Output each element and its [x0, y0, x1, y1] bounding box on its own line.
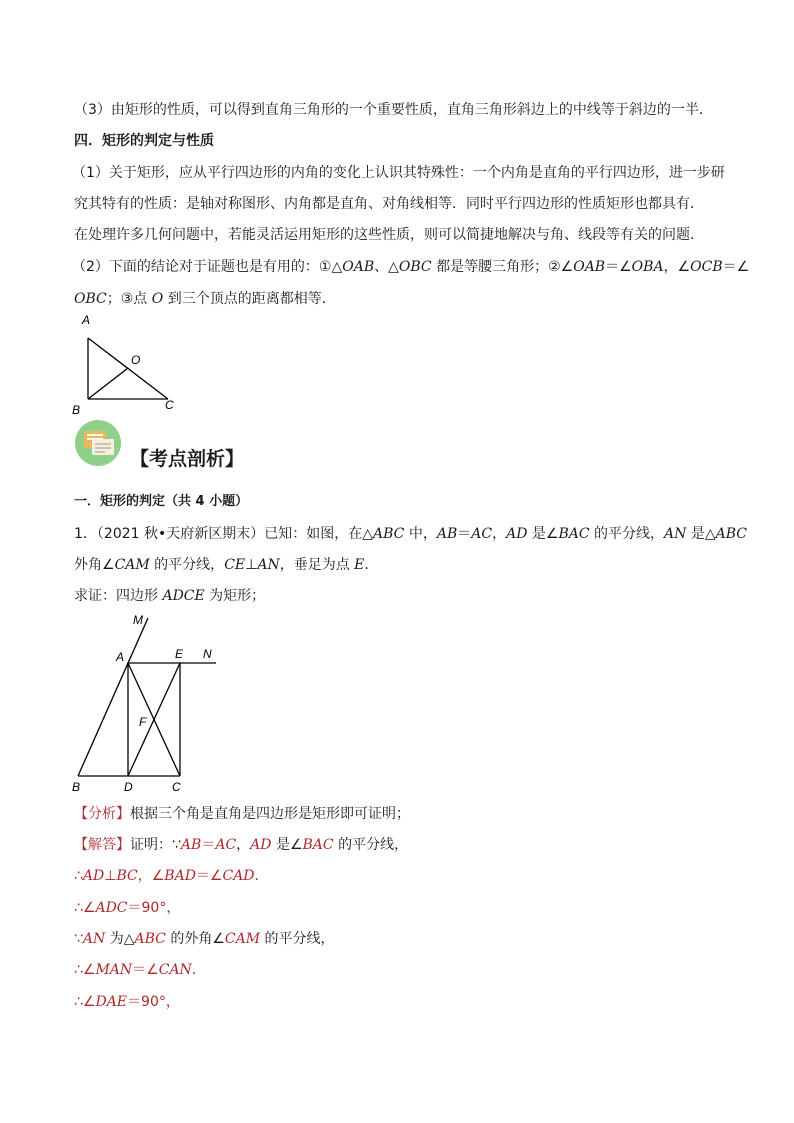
math-var: BAC [302, 837, 334, 853]
math-var: OBA [631, 259, 664, 275]
text: 1．（2021 秋•天府新区期末）已知：如图，在△ [74, 526, 374, 542]
solution-line-2 [74, 866, 269, 886]
math-var: ABC [134, 931, 166, 947]
text: 的外角∠ [165, 931, 225, 947]
math-var: ADC [95, 900, 128, 916]
text: 的平分线， [149, 557, 225, 573]
paragraph-1-line-c [74, 225, 704, 245]
analysis-line [74, 804, 410, 824]
section-heading-4 [74, 131, 214, 151]
text: 、△ [374, 259, 399, 275]
paragraph-2-line-a [72, 257, 749, 277]
label-d: D [124, 780, 133, 794]
segment-bm [78, 618, 148, 776]
math-var: AC [215, 837, 237, 853]
math-var: CAM [224, 931, 261, 947]
label-c: C [172, 780, 181, 794]
math-var: AN [257, 557, 280, 573]
math-var: DAE [95, 994, 128, 1010]
text: 究其特有的性质：是轴对称图形、内角都是直角、对角线相等．同时平行四边形的性质矩形也都具有． [74, 196, 704, 212]
math-var: MAN [95, 962, 133, 978]
text: ＝ [457, 526, 472, 542]
label-f: F [139, 715, 147, 729]
math-var: ABC [715, 526, 747, 542]
text: 求证：四边形 [74, 588, 163, 604]
text: 的平分线， [260, 931, 335, 947]
math-var: AD [82, 868, 105, 884]
text: ＝90°， [127, 900, 181, 916]
label-n: N [203, 647, 212, 661]
text: ∴∠ [74, 994, 96, 1010]
math-var: OAB [573, 259, 606, 275]
math-var: AD [506, 526, 528, 542]
question-1-line-a [74, 524, 747, 544]
math-var: AB [436, 526, 458, 542]
label-a: A [82, 313, 91, 327]
text: 是∠ [527, 526, 559, 542]
math-var: CAD [222, 868, 255, 884]
text: ， [236, 837, 251, 853]
text: 的平分线， [333, 837, 409, 853]
text: ． [254, 868, 269, 884]
label-m: M [133, 613, 143, 627]
text: ⊥ [104, 868, 117, 884]
text: ∴ [74, 868, 83, 884]
math-var: BC [116, 868, 138, 884]
math-var: AB [180, 837, 202, 853]
text: 是△ [686, 526, 716, 542]
paragraph-1-line-a [72, 163, 725, 183]
label-b: B [72, 780, 81, 794]
text: ＝∠ [195, 868, 223, 884]
text: 外角∠ [74, 557, 115, 573]
text: 为矩形； [204, 588, 266, 604]
analysis-tag: 【分析】 [74, 806, 130, 822]
question-1-line-c [74, 586, 265, 606]
text: ， [492, 526, 507, 542]
text: 是∠ [271, 837, 303, 853]
text: ；③点 [106, 291, 152, 307]
math-var: E [354, 557, 365, 573]
text: 根据三个角是直角是四边形是矩形即可证明； [130, 806, 410, 822]
text: ． [364, 557, 379, 573]
segment-bo [88, 368, 128, 399]
math-var: CE [224, 557, 246, 573]
text: （3）由矩形的性质，可以得到直角三角形的一个重要性质，直角三角形斜边上的中线等于斜边的一半． [74, 102, 713, 118]
paragraph-property-3 [74, 100, 713, 120]
math-var: OAB [342, 259, 375, 275]
text: （2）下面的结论对于证题也是有用的：①△ [72, 259, 343, 275]
paragraph-1-line-b [74, 194, 704, 214]
figure-right-triangle [70, 308, 190, 416]
text: ＝90°， [127, 994, 180, 1010]
text: ，垂足为点 [279, 557, 355, 573]
math-var: CAM [114, 557, 150, 573]
text: 证明：∵ [130, 837, 181, 853]
math-var: AN [664, 526, 687, 542]
section-1-title [74, 492, 248, 512]
solution-line-5 [74, 960, 206, 980]
kaodian-heading: 【考点剖析】 [130, 448, 245, 470]
solution-tag: 【解答】 [74, 837, 130, 853]
text: 四．矩形的判定与性质 [74, 133, 214, 149]
text: 都是等腰三角形；②∠ [431, 259, 574, 275]
text: 在处理许多几何问题中，若能灵活运用矩形的这些性质，则可以简捷地解决与角、线段等有关的问题． [74, 227, 704, 243]
math-var: BAC [558, 526, 590, 542]
question-1-line-b [74, 555, 378, 575]
text: ，∠ [663, 259, 691, 275]
text: ∴∠ [74, 962, 96, 978]
solution-line-1 [74, 835, 408, 855]
math-var: AD [250, 837, 272, 853]
math-var: AN [82, 931, 106, 947]
label-o: O [131, 353, 141, 367]
label-a: A [116, 650, 125, 664]
text: ＝∠ [722, 259, 750, 275]
text: 一．矩形的判定（共 4 小题） [74, 494, 249, 509]
notebook-icon [74, 419, 122, 467]
text: ∴∠ [74, 900, 96, 916]
label-b: B [72, 403, 81, 416]
label-c: C [165, 398, 174, 412]
math-var: ADCE [162, 588, 205, 604]
solution-line-3 [74, 898, 180, 918]
math-var: OBC [74, 291, 107, 307]
solution-line-4 [74, 929, 335, 949]
math-var: ABC [373, 526, 405, 542]
text: ＝∠ [132, 962, 159, 978]
text: ⊥ [245, 557, 258, 573]
text: ＝∠ [605, 259, 632, 275]
text: 到三个顶点的距离都相等． [163, 291, 336, 307]
text: ∵ [74, 931, 83, 947]
text: 为△ [105, 931, 135, 947]
text: ＝ [201, 837, 216, 853]
math-var: O [151, 291, 164, 307]
text: ，∠ [137, 868, 165, 884]
math-var: AC [471, 526, 493, 542]
math-var: CAN [158, 962, 192, 978]
solution-line-6 [74, 992, 180, 1012]
math-var: OCB [690, 259, 723, 275]
text: 中， [404, 526, 437, 542]
math-var: OBC [398, 259, 432, 275]
math-var: BAD [164, 868, 196, 884]
text: 的平分线， [589, 526, 665, 542]
paragraph-2-line-b [74, 289, 336, 309]
figure-rectangle-adce [66, 610, 226, 794]
text: ． [191, 962, 206, 978]
text: （1）关于矩形，应从平行四边形的内角的变化上认识其特殊性：一个内角是直角的平行四边形，进一步研 [72, 165, 725, 181]
label-e: E [175, 647, 184, 661]
